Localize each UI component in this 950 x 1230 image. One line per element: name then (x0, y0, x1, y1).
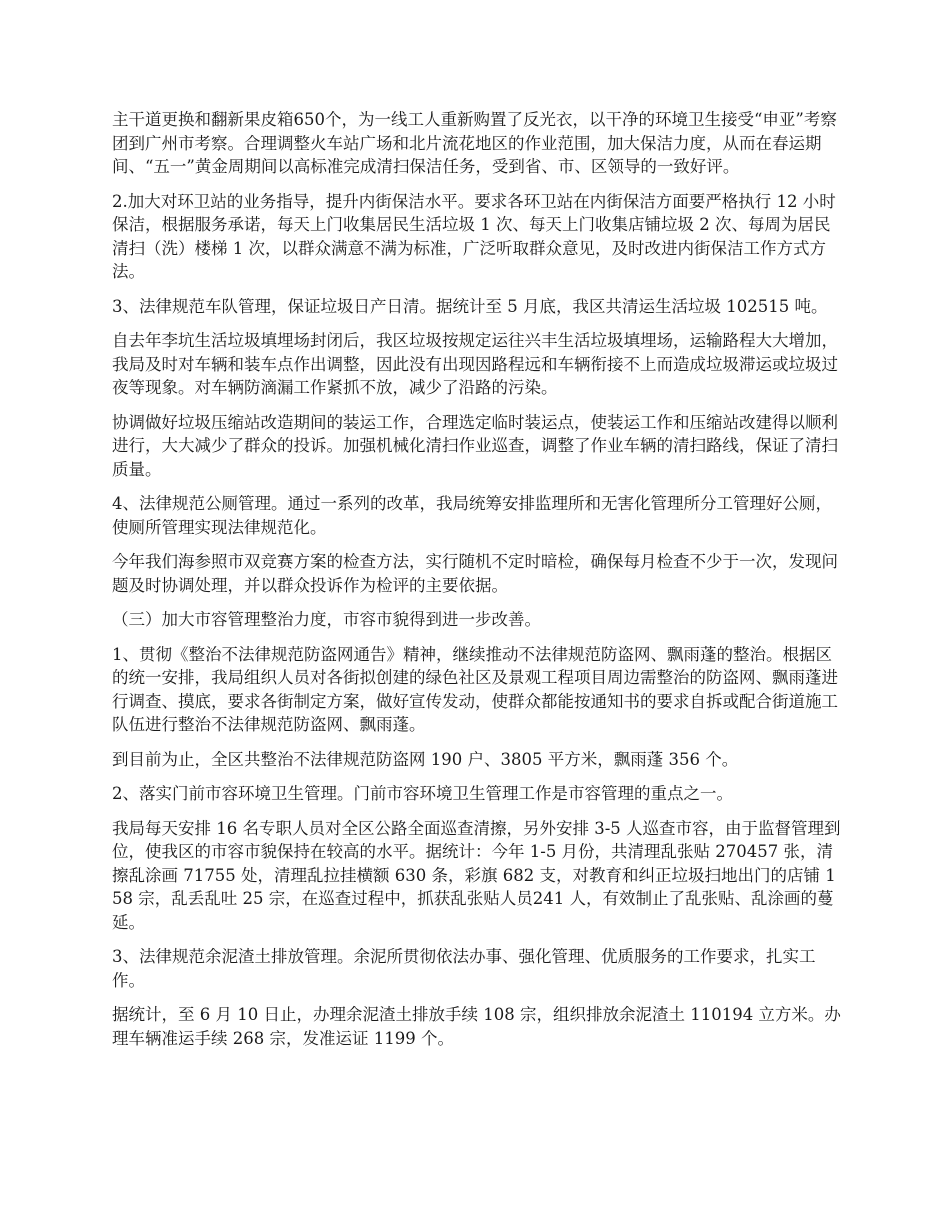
paragraph-4: 自去年李坑生活垃圾填埋场封闭后，我区垃圾按规定运往兴丰生活垃圾填埋场，运输路程大大增加，我局及时对车辆和装车点作出调整，因此没有出现因路程远和车辆衔接不上而造成垃圾滞运或垃圾过夜等现象。对车辆防滴漏工作紧抓不放，减少了沿路的污染。 (112, 331, 838, 397)
paragraph-1: 主干道更换和翻新果皮箱650个，为一线工人重新购置了反光衣，以干净的环境卫生接受“申亚”考察团到广州市考察。合理调整火车站广场和北片流花地区的作业范围，加大保洁力度，从而在春运期间、“五一”黄金周期间以高标准完成清扫保洁任务，受到省、市、区领导的一致好评。 (112, 110, 837, 176)
paragraph-10: 到目前为止，全区共整治不法律规范防盗网 190 户、3805 平方米，飘雨蓬 356 个。 (112, 749, 739, 769)
paragraph-3: 3、法律规范车队管理，保证垃圾日产日清。据统计至 5 月底，我区共清运生活垃圾 102515 吨。 (112, 296, 828, 316)
paragraph-9: 1、贯彻《整治不法律规范防盗网通告》精神，继续推动不法律规范防盗网、飘雨蓬的整治。根据区的统一安排，我局组织人员对各街拟创建的绿色社区及景观工程项目周边需整治的防盗网、飘雨蓬进行调查、摸底，要求各街制定方案，做好宣传发动，使群众都能按通知书的要求自拆或配合街道施工队伍进行整治不法律规范防盗网、飘雨蓬。 (112, 644, 838, 734)
paragraph-12: 我局每天安排 16 名专职人员对全区公路全面巡查清擦，另外安排 3-5 人巡查市容，由于监督管理到位，使我区的市容市貌保持在较高的水平。据统计：今年 1-5 月份，共清理乱张贴 270457 张，清擦乱涂画 71755 处，清理乱拉挂横额 630 条，彩旗 682 支，对教育和纠正垃圾扫地出门的店铺 158 宗，乱丢乱吐 25 宗，在巡查过程中，抓获乱张贴人员241 人，有效制止了乱张贴、乱涂画的蔓延。 (112, 818, 841, 932)
paragraph-13: 3、法律规范余泥渣土排放管理。余泥所贯彻依法办事、强化管理、优质服务的工作要求，扎实工作。 (112, 947, 816, 990)
paragraph-2: 2.加大对环卫站的业务指导，提升内街保洁水平。要求各环卫站在内街保洁方面要严格执行 12 小时保洁，根据服务承诺，每天上门收集居民生活垃圾 1 次、每天上门收集店铺垃圾 2 次、每周为居民清扫（洗）楼梯 1 次，以群众满意不满为标准，广泛听取群众意见，及时改进内街保洁工作方式方法。 (112, 191, 836, 281)
paragraph-5: 协调做好垃圾压缩站改造期间的装运工作，合理选定临时装运点，使装运工作和压缩站改建得以顺利进行，大大减少了群众的投诉。加强机械化清扫作业巡查，调整了作业车辆的清扫路线，保证了清扫质量。 (112, 412, 838, 479)
paragraph-6: 4、法律规范公厕管理。通过一系列的改革，我局统筹安排监理所和无害化管理所分工管理好公厕，使厕所管理实现法律规范化。 (112, 494, 832, 537)
paragraph-14: 据统计，至 6 月 10 日止，办理余泥渣土排放手续 108 宗，组织排放余泥渣土 110194 立方米。办理车辆准运手续 268 宗，发准运证 1199 个。 (112, 1005, 841, 1048)
section-heading: （三）加大市容管理整治力度，市容市貌得到进一步改善。 (112, 610, 541, 629)
paragraph-7: 今年我们海参照市双竞赛方案的检查方法，实行随机不定时暗检，确保每月检查不少于一次，发现问题及时协调处理，并以群众投诉作为检评的主要依据。 (112, 552, 838, 595)
document-body (112, 108, 842, 1061)
paragraph-11: 2、落实门前市容环境卫生管理。门前市容环境卫生管理工作是市容管理的重点之一。 (112, 784, 733, 803)
